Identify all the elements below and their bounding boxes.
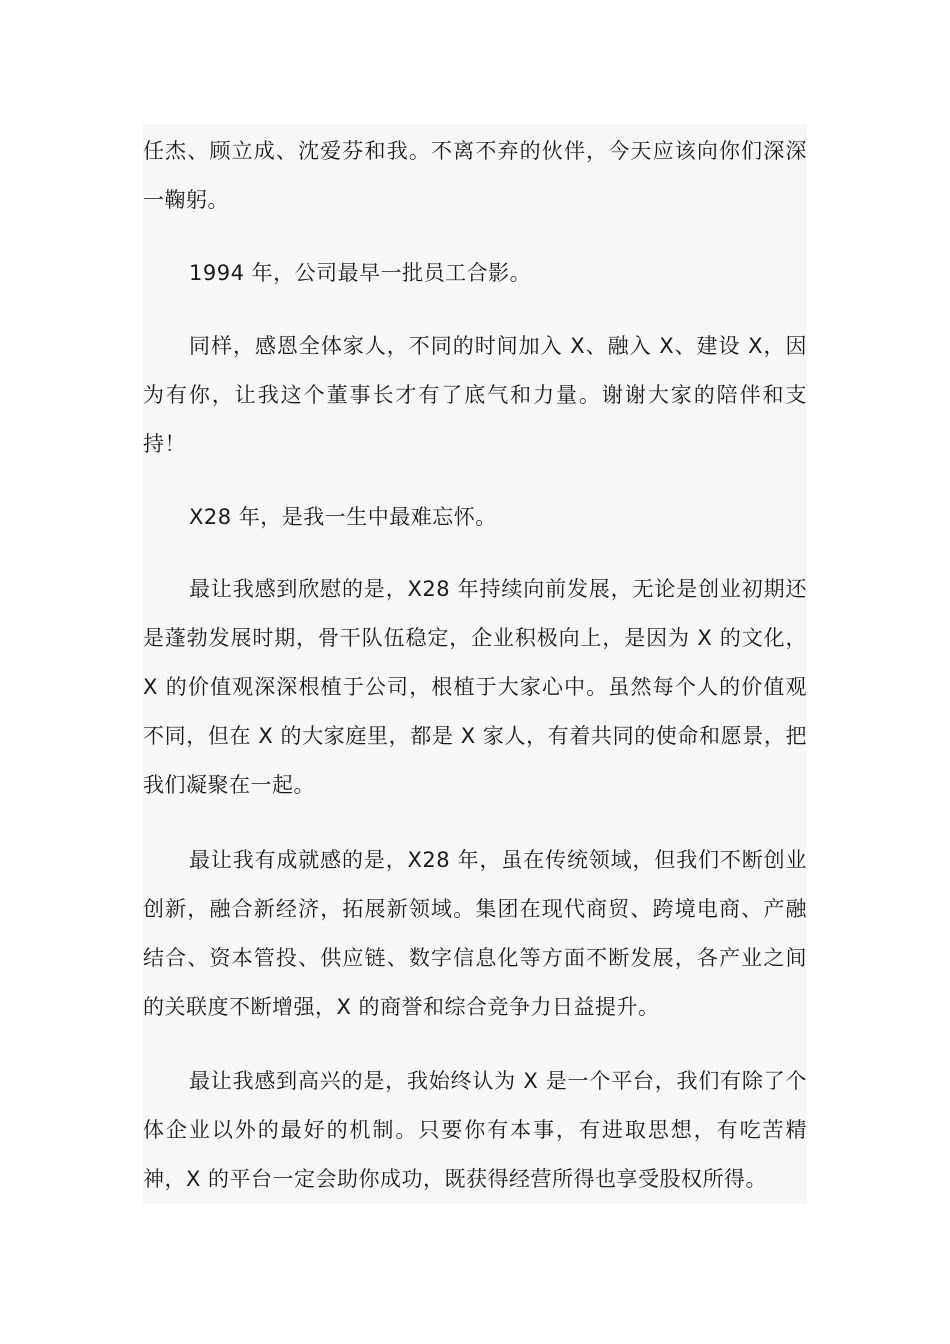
paragraph-7: 最让我感到高兴的是，我始终认为 X 是一个平台，我们有除了个体企业以外的最好的机制。只要你有本事，有进取思想，有吃苦精神，X 的平台一定会助你成功，既获得经营所得也享受股权所得。 [143, 1069, 807, 1191]
paragraph-4: X28 年，是我一生中最难忘怀。 [189, 505, 497, 529]
paragraph-2: 1994 年，公司最早一批员工合影。 [189, 261, 532, 285]
paragraph-3: 同样，感恩全体家人，不同的时间加入 X、融入 X、建设 X，因为有你，让我这个董事长才有了底气和力量。谢谢大家的陪伴和支持！ [143, 334, 807, 456]
paragraph-6: 最让我有成就感的是，X28 年，虽在传统领域，但我们不断创业创新，融合新经济，拓展新领域。集团在现代商贸、跨境电商、产融结合、资本管投、供应链、数字信息化等方面不断发展，各产业之间的关联度不断增强，X 的商誉和综合竞争力日益提升。 [143, 848, 807, 1019]
document-page [143, 124, 807, 1204]
paragraph-1: 任杰、顾立成、沈爱芬和我。不离不弃的伙伴，今天应该向你们深深一鞠躬。 [143, 139, 807, 212]
paragraph-5: 最让我感到欣慰的是，X28 年持续向前发展，无论是创业初期还是蓬勃发展时期，骨干队伍稳定，企业积极向上，是因为 X 的文化，X 的价值观深深根植于公司，根植于大家心中。虽然每个人的价值观不同，但在 X 的大家庭里，都是 X 家人，有着共同的使命和愿景，把我们凝聚在一起。 [143, 577, 807, 797]
